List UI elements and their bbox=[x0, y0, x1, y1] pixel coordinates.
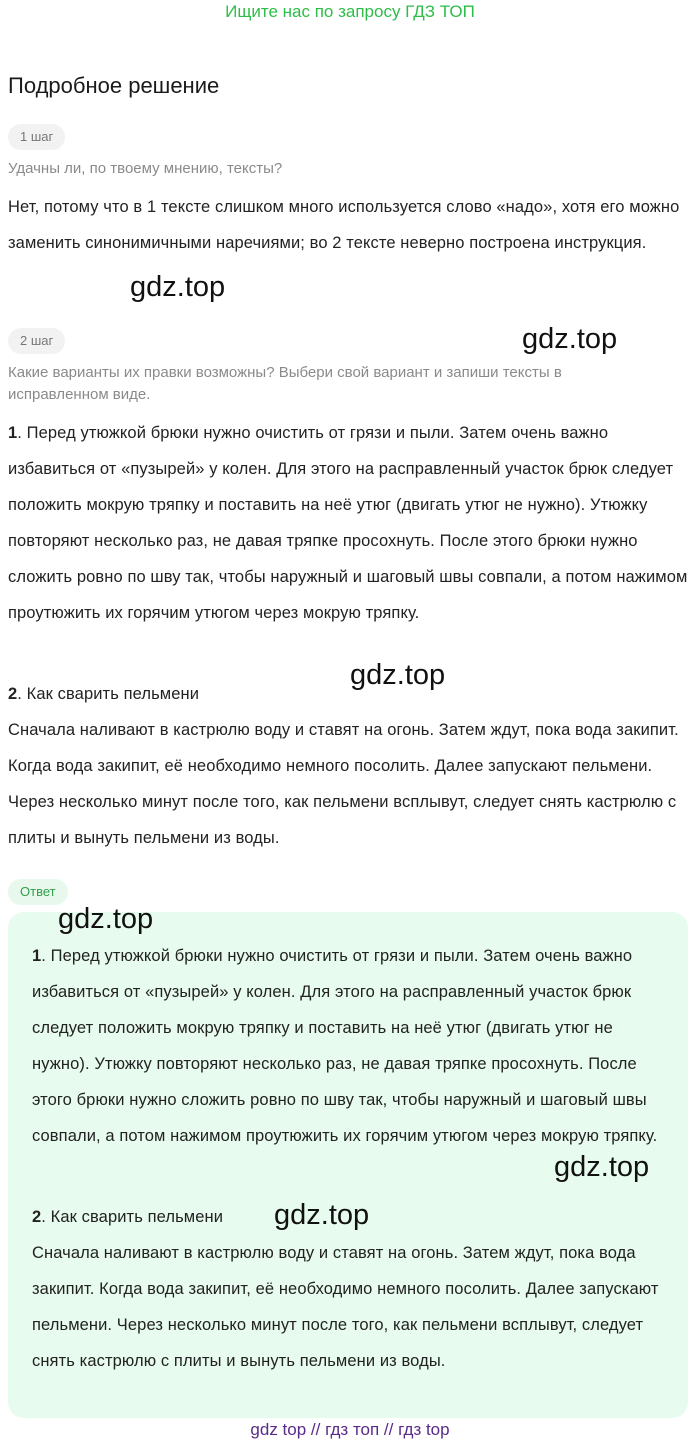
step-2-p2-title: . Как сварить пельмени bbox=[17, 685, 200, 703]
watermark: gdz.top bbox=[522, 323, 618, 355]
step-2-p1-text: . Перед утюжкой брюки нужно очистить от грязи и пыли. Затем очень важно избавиться от «пузырей» у колен. Для этого на расправленный участок брюк следует положить мокрую тряпку и поставить на неё утюг (двигать утюг не нужно). Утюжку повторяют несколько раз, не давая тряпке просохнуть. После этого брюки нужно сложить ровно по шву так, чтобы наружный и шаговый швы совпали, а потом нажимом проутюжить их горячим утюгом через мокрую тряпку. bbox=[8, 424, 688, 622]
step-2-paragraph-2: Сначала наливают в кастрюлю воду и ставят на огонь. Затем ждут, пока вода закипит. Когда вода закипит, её необходимо немного посолить. Далее запускают пельмени. Через несколько минут после того, как пельмени всплывут, следует снять кастрюлю с плиты и вынуть пельмени из воды. bbox=[8, 721, 679, 847]
step-1-question: Удачны ли, по твоему мнению, тексты? bbox=[8, 160, 283, 177]
step-2-p1-number: 1 bbox=[8, 424, 18, 442]
answer-p2-title: . Как сварить пельмени bbox=[41, 1208, 224, 1226]
watermark: gdz.top bbox=[130, 271, 226, 303]
watermark: gdz.top bbox=[274, 1199, 370, 1231]
answer-badge: Ответ bbox=[8, 879, 68, 905]
answer-p1-number: 1 bbox=[32, 947, 42, 965]
step-2-question: Какие варианты их правки возможны? Выбери свой вариант и запиши тексты в исправленном виде. bbox=[8, 364, 562, 403]
answer-paragraph-2: Сначала наливают в кастрюлю воду и ставят на огонь. Затем ждут, пока вода закипит. Когда вода закипит, её необходимо немного посолить. Далее запускают пельмени. Через несколько минут после того, как пельмени всплывут, следует снять кастрюлю с плиты и вынуть пельмени из воды. bbox=[32, 1244, 659, 1370]
watermark: gdz.top bbox=[350, 659, 446, 691]
step-2-paragraph-1 bbox=[8, 415, 692, 631]
top-banner: Ищите нас по запросу ГДЗ ТОП bbox=[225, 2, 475, 21]
step-2-badge: 2 шаг bbox=[8, 328, 65, 354]
section-title: Подробное решение bbox=[8, 73, 220, 98]
answer-p2-number: 2 bbox=[32, 1208, 42, 1226]
step-1-answer-text: Нет, потому что в 1 тексте слишком много используется слово «надо», хотя его можно заменить синонимичными наречиями; во 2 тексте неверно построена инструкция. bbox=[8, 198, 680, 252]
footer-links: gdz top // гдз топ // гдз top bbox=[250, 1420, 450, 1439]
watermark: gdz.top bbox=[554, 1151, 650, 1183]
watermark: gdz.top bbox=[58, 903, 154, 935]
step-2-p2-number: 2 bbox=[8, 685, 18, 703]
answer-p1-text: . Перед утюжкой брюки нужно очистить от грязи и пыли. Затем очень важно избавиться от «пузырей» у колен. Для этого на расправленный участок брюк следует положить мокрую тряпку и поставить на неё утюг (двигать утюг не нужно). Утюжку повторяют несколько раз, не давая тряпке просохнуть. После этого брюки нужно сложить ровно по шву так, чтобы наружный и шаговый швы совпали, а потом нажимом проутюжить их горячим утюгом через мокрую тряпку. bbox=[32, 947, 658, 1145]
step-1-badge: 1 шаг bbox=[8, 124, 65, 150]
answer-paragraph-1 bbox=[32, 938, 672, 1154]
